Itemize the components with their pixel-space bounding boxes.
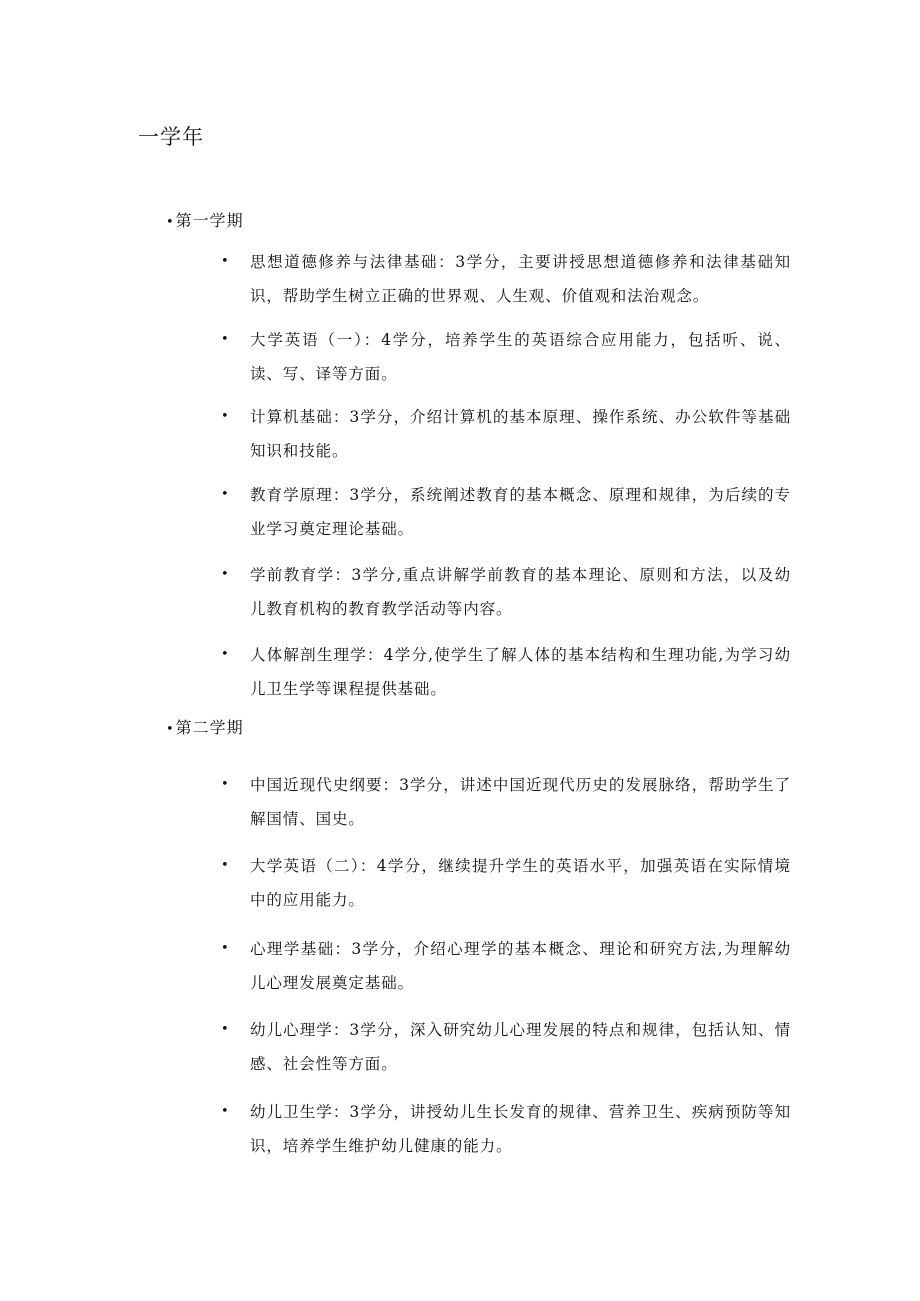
course-item xyxy=(221,638,791,706)
list-bullet-icon: • xyxy=(221,254,229,269)
list-bullet-icon: • xyxy=(221,409,229,424)
list-bullet-icon: • xyxy=(221,1022,229,1037)
course-item xyxy=(221,478,791,546)
list-bullet-icon: • xyxy=(221,567,229,582)
list-bullet-icon: • xyxy=(221,941,229,956)
course-item xyxy=(221,245,791,313)
term-label: 第一学期 xyxy=(175,211,244,230)
term-bullet-icon: • xyxy=(166,722,175,737)
course-item xyxy=(221,323,791,391)
course-description: 心理学基础：3学分，介绍心理学的基本概念、理论和研究方法,为理解幼儿心理发展奠定基础。 xyxy=(250,940,791,992)
course-item xyxy=(221,558,791,626)
course-description: 幼儿卫生学：3学分，讲授幼儿生长发育的规律、营养卫生、疾病预防等知识，培养学生维护幼儿健康的能力。 xyxy=(250,1103,791,1155)
course-description: 思想道德修养与法律基础：3学分，主要讲授思想道德修养和法律基础知识，帮助学生树立正确的世界观、人生观、价值观和法治观念。 xyxy=(250,253,791,305)
course-description: 中国近现代史纲要：3学分，讲述中国近现代历史的发展脉络，帮助学生了解国情、国史。 xyxy=(250,776,791,828)
term-heading-2 xyxy=(166,716,244,742)
term-bullet-icon: • xyxy=(166,215,175,230)
course-description: 幼儿心理学：3学分，深入研究幼儿心理发展的特点和规律，包括认知、情感、社会性等方面。 xyxy=(250,1021,791,1073)
term-heading-1 xyxy=(166,209,244,235)
list-bullet-icon: • xyxy=(221,1104,229,1119)
term-label: 第二学期 xyxy=(175,718,244,737)
course-description: 学前教育学：3学分,重点讲解学前教育的基本理论、原则和方法，以及幼儿教育机构的教育教学活动等内容。 xyxy=(250,566,791,618)
course-item xyxy=(221,932,791,1000)
list-bullet-icon: • xyxy=(221,858,229,873)
list-bullet-icon: • xyxy=(221,332,229,347)
course-description: 大学英语（一）：4学分，培养学生的英语综合应用能力，包括听、说、读、写、译等方面。 xyxy=(250,331,791,383)
list-bullet-icon: • xyxy=(221,487,229,502)
page-title: 一学年 xyxy=(138,125,204,149)
course-description: 人体解剖生理学：4学分,使学生了解人体的基本结构和生理功能,为学习幼儿卫生学等课程提供基础。 xyxy=(250,646,791,698)
course-description: 计算机基础：3学分，介绍计算机的基本原理、操作系统、办公软件等基础知识和技能。 xyxy=(250,408,791,460)
course-item xyxy=(221,1095,791,1163)
list-bullet-icon: • xyxy=(221,647,229,662)
course-item xyxy=(221,768,791,836)
list-bullet-icon: • xyxy=(221,777,229,792)
course-description: 教育学原理：3学分，系统阐述教育的基本概念、原理和规律，为后续的专业学习奠定理论基础。 xyxy=(250,486,791,538)
course-item xyxy=(221,400,791,468)
course-item xyxy=(221,1013,791,1081)
course-item xyxy=(221,849,791,917)
course-description: 大学英语（二）：4学分，继续提升学生的英语水平，加强英语在实际情境中的应用能力。 xyxy=(250,857,791,909)
